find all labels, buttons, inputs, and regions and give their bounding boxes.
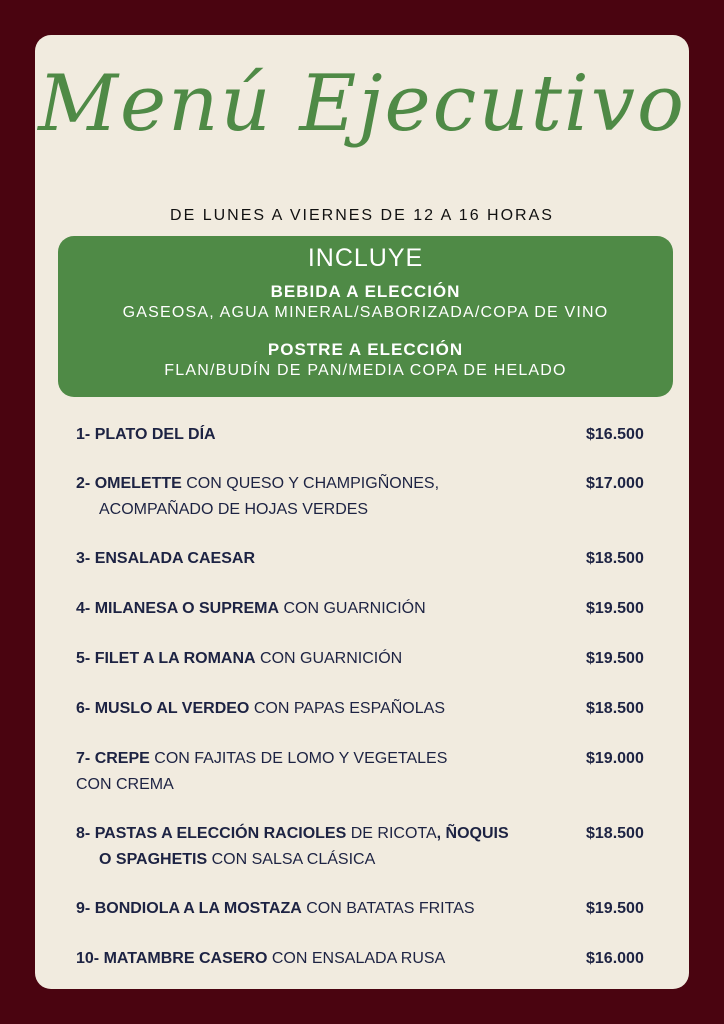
item-description-line2: CON CREMA bbox=[76, 776, 174, 793]
item-number: 8- bbox=[76, 825, 91, 842]
item-description: CON GUARNICIÓN bbox=[279, 600, 426, 617]
item-price: $18.500 bbox=[586, 700, 644, 717]
menu-item bbox=[76, 821, 676, 873]
item-name: MUSLO AL VERDEO bbox=[94, 700, 250, 717]
item-description: CON PAPAS ESPAÑOLAS bbox=[249, 700, 445, 717]
item-number: 4- bbox=[76, 600, 91, 617]
item-name: BONDIOLA A LA MOSTAZA bbox=[94, 900, 302, 917]
item-description: CON BATATAS FRITAS bbox=[301, 900, 475, 917]
menu-item bbox=[76, 896, 676, 922]
item-name: FILET A LA ROMANA bbox=[94, 650, 256, 667]
item-name-line2: O SPAGHETIS bbox=[99, 851, 208, 868]
menu-item bbox=[76, 646, 676, 672]
item-name: PLATO DEL DÍA bbox=[94, 426, 216, 443]
item-number: 7- bbox=[76, 750, 91, 767]
item-description: CON GUARNICIÓN bbox=[255, 650, 403, 667]
item-description: DE RICOTA bbox=[346, 825, 437, 842]
item-name: OMELETTE bbox=[94, 475, 182, 492]
item-name: MILANESA O SUPREMA bbox=[94, 600, 279, 617]
item-price: $19.500 bbox=[586, 650, 644, 667]
item-name: PASTAS A ELECCIÓN RACIOLES bbox=[94, 825, 347, 842]
item-number: 6- bbox=[76, 700, 91, 717]
item-description: CON QUESO Y CHAMPIGÑONES, bbox=[181, 475, 440, 492]
item-number: 1- bbox=[76, 426, 91, 443]
item-description-line2: CON SALSA CLÁSICA bbox=[207, 851, 376, 868]
menu-item bbox=[76, 696, 676, 722]
item-number: 5- bbox=[76, 650, 91, 667]
menu-item bbox=[76, 746, 676, 798]
item-description-line2: ACOMPAÑADO DE HOJAS VERDES bbox=[99, 501, 369, 518]
item-price: $19.500 bbox=[586, 900, 644, 917]
drink-options: GASEOSA, AGUA MINERAL/SABORIZADA/COPA DE VINO bbox=[122, 304, 609, 321]
menu-item bbox=[76, 596, 676, 622]
schedule-text: DE LUNES A VIERNES DE 12 A 16 HORAS bbox=[170, 207, 554, 224]
item-number: 10- bbox=[76, 950, 100, 967]
item-description: CON ENSALADA RUSA bbox=[267, 950, 446, 967]
item-name: CREPE bbox=[94, 750, 150, 767]
item-name-continued: , ÑOQUIS bbox=[436, 825, 509, 842]
item-price: $18.500 bbox=[586, 550, 644, 567]
dessert-options: FLAN/BUDÍN DE PAN/MEDIA COPA DE HELADO bbox=[164, 362, 567, 379]
dessert-heading: POSTRE A ELECCIÓN bbox=[267, 340, 464, 359]
item-price: $16.000 bbox=[586, 950, 644, 967]
item-price: $18.500 bbox=[586, 825, 644, 842]
item-name: MATAMBRE CASERO bbox=[103, 950, 268, 967]
item-name: ENSALADA CAESAR bbox=[94, 550, 255, 567]
menu-item bbox=[76, 946, 676, 972]
drink-heading: BEBIDA A ELECCIÓN bbox=[270, 282, 461, 301]
item-price: $17.000 bbox=[586, 475, 644, 492]
menu-item bbox=[76, 471, 676, 523]
item-price: $19.000 bbox=[586, 750, 644, 767]
item-number: 3- bbox=[76, 550, 91, 567]
item-number: 2- bbox=[76, 475, 91, 492]
item-price: $19.500 bbox=[586, 600, 644, 617]
includes-box bbox=[58, 236, 673, 397]
menu-title: Menú Ejecutivo bbox=[38, 59, 686, 149]
menu-item bbox=[76, 546, 676, 572]
item-description: CON FAJITAS DE LOMO Y VEGETALES bbox=[149, 750, 448, 767]
menu-item bbox=[76, 422, 676, 448]
item-number: 9- bbox=[76, 900, 91, 917]
menu-card bbox=[35, 35, 689, 989]
includes-heading: INCLUYE bbox=[307, 244, 424, 272]
item-price: $16.500 bbox=[586, 426, 644, 443]
